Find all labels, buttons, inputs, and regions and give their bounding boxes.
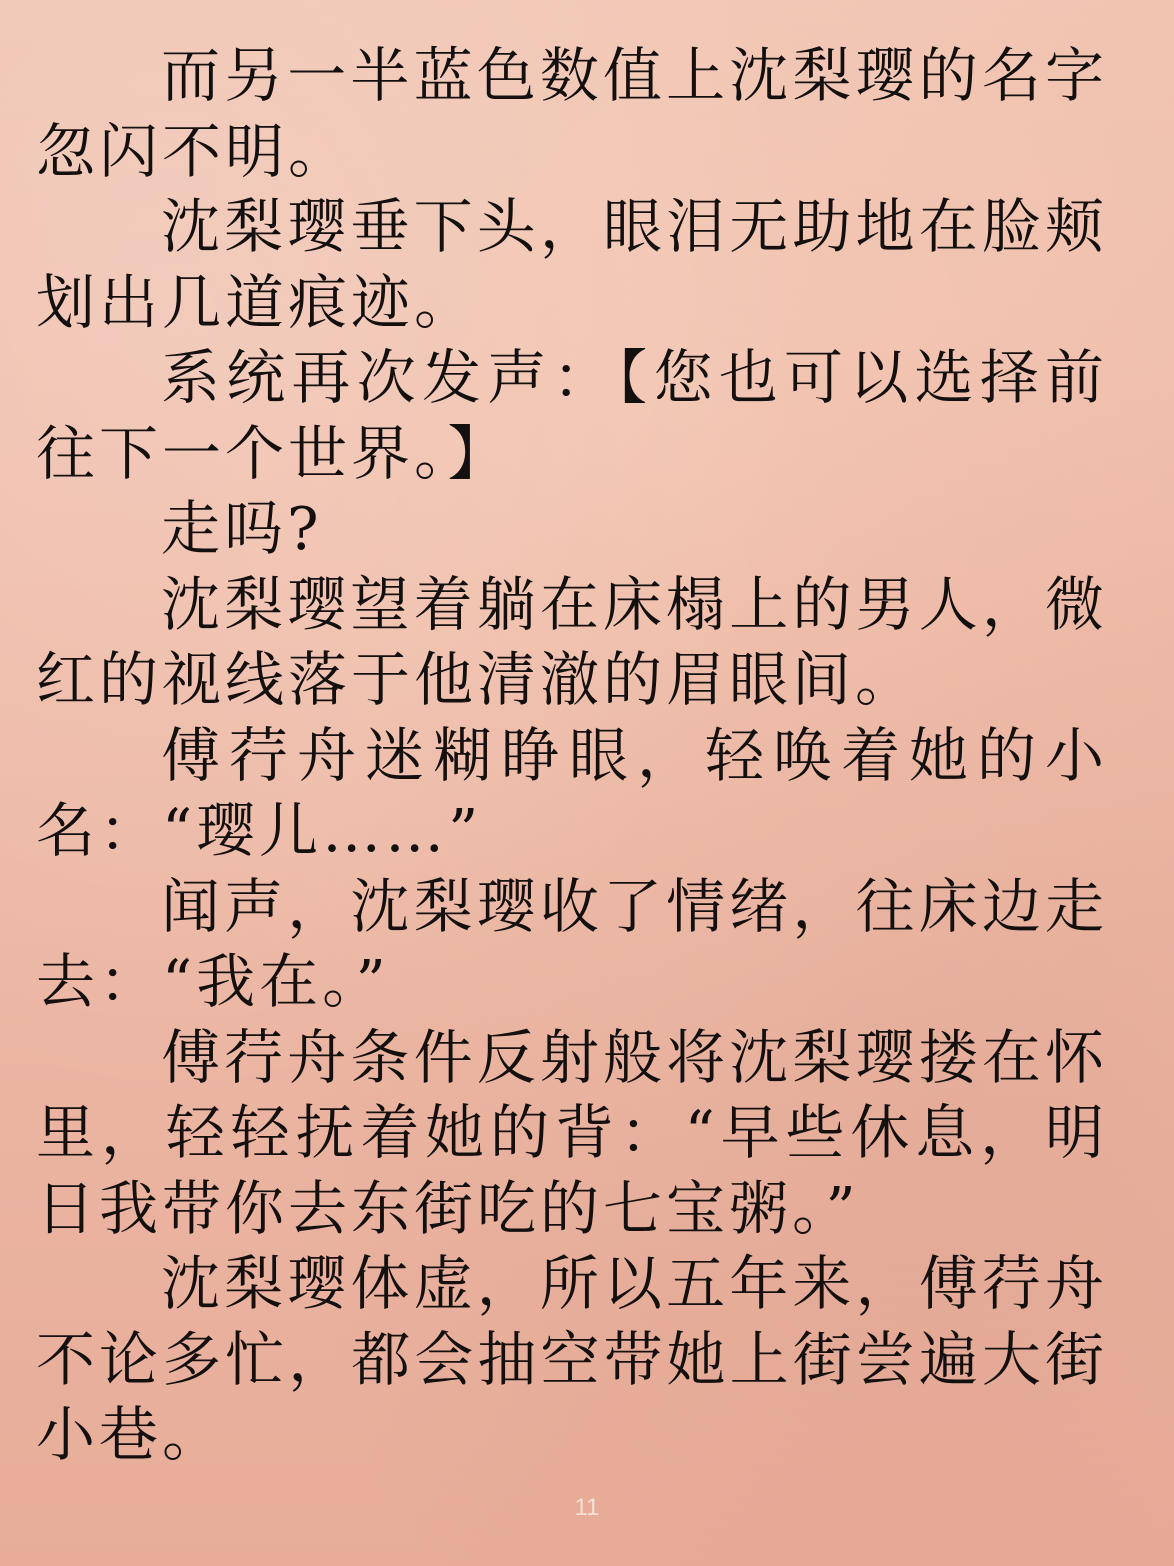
paragraph-2: 沈梨璎垂下头，眼泪无助地在脸颊划出几道痕迹。: [36, 192, 1108, 337]
paragraph-6: 傅荇舟迷糊睁眼，轻唤着她的小名：“璎儿……”: [36, 720, 1108, 865]
page-number: 11: [574, 1494, 600, 1521]
paragraph-9: 沈梨璎体虚，所以五年来，傅荇舟不论多忙，都会抽空带她上街尝遍大街小巷。: [36, 1249, 1108, 1469]
paragraph-3: 系统再次发声：【您也可以选择前往下一个世界。】: [36, 343, 1108, 488]
paragraph-4: 走吗?: [161, 494, 323, 563]
paragraph-8: 傅荇舟条件反射般将沈梨璎搂在怀里，轻轻抚着她的背：“早些休息，明日我带你去东街吃的七宝粥。”: [36, 1022, 1108, 1243]
paragraph-1: 而另一半蓝色数值上沈梨璎的名字忽闪不明。: [36, 41, 1108, 186]
story-text: [36, 38, 1108, 1473]
paragraph-5: 沈梨璎望着躺在床榻上的男人，微红的视线落于他清澈的眉眼间。: [36, 569, 1108, 714]
paragraph-7: 闻声，沈梨璎收了情绪，往床边走去：“我在。”: [36, 871, 1108, 1016]
